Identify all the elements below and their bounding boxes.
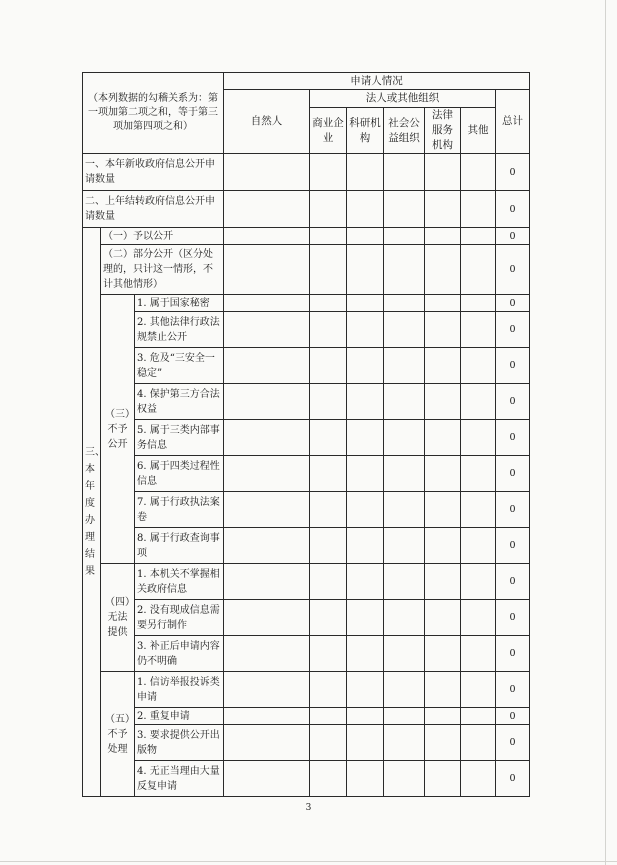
table-row — [83, 348, 530, 384]
header-row-1 — [83, 73, 530, 90]
total-header: 总计 — [496, 90, 530, 154]
row-label: 1. 本机关不掌握相关政府信息 — [135, 564, 224, 600]
applicant-status-header: 申请人情况 — [224, 73, 530, 90]
legal-entities-header: 法人或其他组织 — [310, 90, 496, 108]
row-label: 3. 要求提供公开出版物 — [135, 725, 224, 761]
row-label: 4. 无正当理由大量反复申请 — [135, 761, 224, 797]
total-cell: 0 — [496, 761, 530, 797]
row-label-carried: 二、上年结转政府信息公开申请数量 — [83, 191, 224, 228]
total-cell: 0 — [496, 725, 530, 761]
row-label-new: 一、本年新收政府信息公开申请数量 — [83, 154, 224, 191]
page-number: 3 — [305, 803, 312, 813]
total-cell: 0 — [496, 245, 530, 295]
table-row — [83, 420, 530, 456]
row-label: 1. 信访举报投诉类申请 — [135, 672, 224, 708]
total-cell: 0 — [496, 672, 530, 708]
row-label: 6. 属于四类过程性信息 — [135, 456, 224, 492]
row-label: 7. 属于行政执法案卷 — [135, 492, 224, 528]
total-cell: 0 — [496, 295, 530, 312]
row-label: 4. 保护第三方合法权益 — [135, 384, 224, 420]
group4-label: （四）无法提供 — [101, 564, 135, 672]
row-label-r1: （一）予以公开 — [101, 228, 224, 245]
table-row — [83, 384, 530, 420]
table-row — [83, 528, 530, 564]
row-label: 2. 没有现成信息需要另行制作 — [135, 600, 224, 636]
row-label: 8. 属于行政查询事项 — [135, 528, 224, 564]
natural-person-header: 自然人 — [224, 90, 310, 154]
header-note-cell: （本列数据的勾稽关系为：第一项加第二项之和，等于第三项加第四项之和） — [83, 73, 224, 154]
total-cell: 0 — [496, 191, 530, 228]
research-header: 科研机构 — [347, 108, 384, 154]
table-row — [83, 295, 530, 312]
table-row — [83, 761, 530, 797]
total-cell: 0 — [496, 456, 530, 492]
row-label-r2: （二）部分公开（区分处理的，只计这一情形，不计其他情形） — [101, 245, 224, 295]
total-cell: 0 — [496, 384, 530, 420]
section3-label: 三、本年度办理结果 — [83, 228, 101, 797]
table-row — [83, 600, 530, 636]
table-row — [83, 708, 530, 725]
row-label: 5. 属于三类内部事务信息 — [135, 420, 224, 456]
total-cell: 0 — [496, 312, 530, 348]
total-cell: 0 — [496, 600, 530, 636]
total-cell: 0 — [496, 154, 530, 191]
row-label: 1. 属于国家秘密 — [135, 295, 224, 312]
other-header: 其他 — [461, 108, 496, 154]
group5-label: （五）不予处理 — [101, 672, 135, 797]
table-row — [83, 725, 530, 761]
total-cell: 0 — [496, 492, 530, 528]
table-row — [83, 456, 530, 492]
table-row — [83, 672, 530, 708]
row-label: 2. 重复申请 — [135, 708, 224, 725]
government-info-disclosure-table — [82, 72, 530, 797]
legal-service-header: 法律服务机构 — [425, 108, 461, 154]
total-cell: 0 — [496, 528, 530, 564]
total-cell: 0 — [496, 708, 530, 725]
social-header: 社会公益组织 — [384, 108, 425, 154]
table-row — [83, 492, 530, 528]
group3-label: （三）不予公开 — [101, 295, 135, 564]
table-row — [83, 191, 530, 228]
row-label: 2. 其他法律行政法规禁止公开 — [135, 312, 224, 348]
row-label: 3. 危及“三安全一稳定” — [135, 348, 224, 384]
table-row — [83, 245, 530, 295]
table-row — [83, 636, 530, 672]
total-cell: 0 — [496, 636, 530, 672]
total-cell: 0 — [496, 420, 530, 456]
commercial-header: 商业企业 — [310, 108, 347, 154]
row-label: 3. 补正后申请内容仍不明确 — [135, 636, 224, 672]
total-cell: 0 — [496, 348, 530, 384]
table-row — [83, 154, 530, 191]
scan-edge-line — [605, 0, 606, 865]
table-row — [83, 312, 530, 348]
table-row — [83, 564, 530, 600]
table-row — [83, 228, 530, 245]
total-cell: 0 — [496, 564, 530, 600]
total-cell: 0 — [496, 228, 530, 245]
scan-bottom-line — [0, 861, 617, 862]
